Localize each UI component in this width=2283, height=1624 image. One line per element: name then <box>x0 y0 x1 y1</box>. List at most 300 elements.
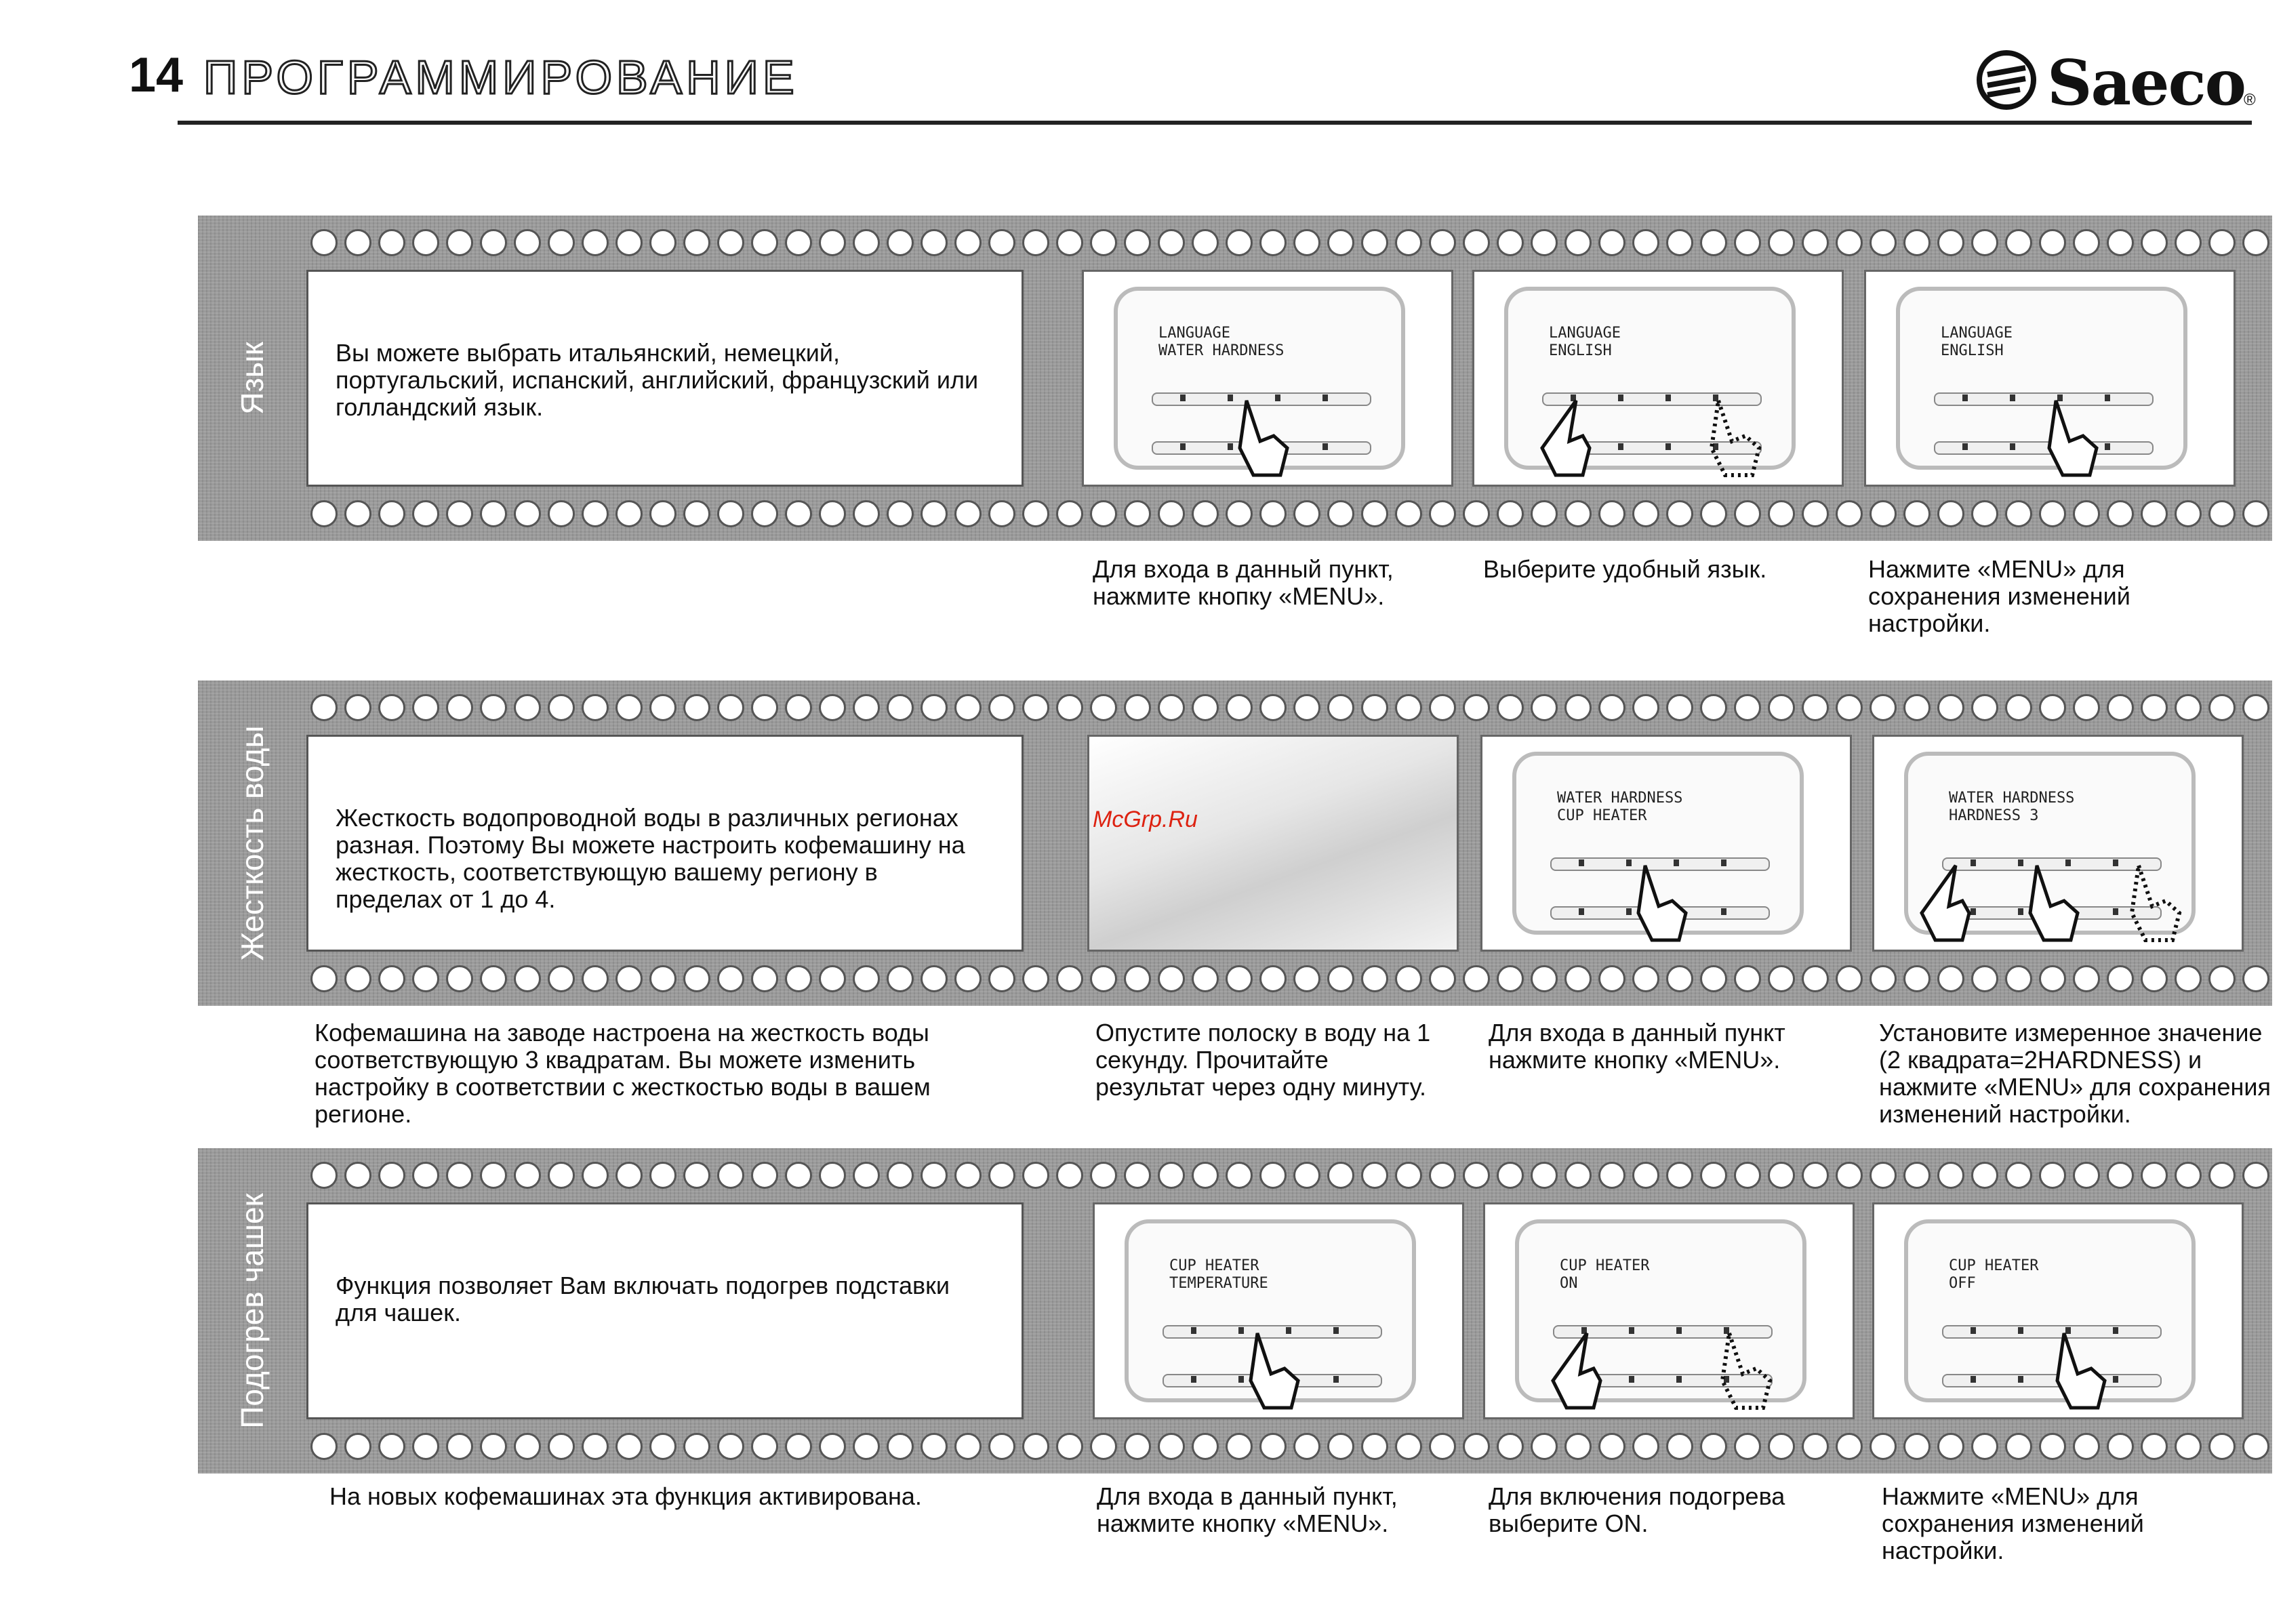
film-hole <box>2073 965 2100 992</box>
film-hole <box>1937 694 1964 721</box>
film-holes-bottom <box>306 495 2272 533</box>
film-hole <box>1937 500 1964 527</box>
film-hole <box>2039 694 2066 721</box>
film-hole <box>1903 1433 1931 1460</box>
film-hole <box>1666 500 1693 527</box>
film-hole <box>988 965 1015 992</box>
film-hole <box>1768 965 1795 992</box>
film-hole <box>1870 1433 1897 1460</box>
film-hole <box>514 1162 541 1189</box>
film-hole <box>1870 965 1897 992</box>
film-hole <box>1327 500 1354 527</box>
film-hole <box>887 229 914 256</box>
film-hole <box>615 1162 643 1189</box>
film-hole <box>1327 1433 1354 1460</box>
film-hole <box>2039 1162 2066 1189</box>
film-hole <box>615 1433 643 1460</box>
lcd-display: LANGUAGE WATER HARDNESS <box>1158 325 1285 359</box>
film-hole <box>446 1162 473 1189</box>
film-hole <box>1531 1162 1558 1189</box>
film-hole <box>1395 500 1422 527</box>
film-hole <box>853 1162 880 1189</box>
film-hole <box>1971 1162 1998 1189</box>
film-hole <box>2242 694 2269 721</box>
watermark: McGrp.Ru <box>1093 807 1198 832</box>
film-hole <box>2175 1433 2202 1460</box>
film-hole <box>1463 1433 1490 1460</box>
panel-button-dot <box>2010 443 2015 450</box>
film-hole <box>1259 229 1287 256</box>
film-hole <box>717 500 744 527</box>
film-hole <box>582 500 609 527</box>
film-hole <box>1971 1433 1998 1460</box>
film-hole <box>988 500 1015 527</box>
film-hole <box>1564 500 1592 527</box>
film-hole <box>751 1433 778 1460</box>
film-hole <box>310 500 338 527</box>
control-panel <box>1904 1219 2196 1402</box>
film-hole <box>1293 965 1320 992</box>
film-hole <box>1497 229 1524 256</box>
film-hole <box>514 229 541 256</box>
step-caption: Выберите удобный язык. <box>1483 555 1767 583</box>
film-hole <box>1870 500 1897 527</box>
step-frame <box>1872 1202 2244 1419</box>
step-caption: Для входа в данный пункт, нажмите кнопку «MENU». <box>1097 1482 1398 1537</box>
section-description: Вы можете выбрать итальянский, немецкий, португальский, испанский, английский, французский или голландский язык. <box>306 270 1024 487</box>
control-panel <box>1896 287 2187 470</box>
section-language <box>198 216 2272 541</box>
film-hole <box>1903 229 1931 256</box>
film-hole <box>717 965 744 992</box>
film-hole <box>988 694 1015 721</box>
film-hole <box>1836 229 1863 256</box>
film-hole <box>1564 1162 1592 1189</box>
film-hole <box>1293 1433 1320 1460</box>
film-hole <box>921 229 948 256</box>
film-hole <box>683 500 710 527</box>
page-title: ПРОГРАММИРОВАНИЕ <box>203 51 799 104</box>
film-hole <box>1158 229 1185 256</box>
film-hole <box>1564 229 1592 256</box>
panel-button-dot <box>1971 1376 1976 1383</box>
film-hole <box>921 500 948 527</box>
page-number: 14 <box>129 48 184 102</box>
film-hole <box>1666 1433 1693 1460</box>
logo-wordmark: Saeco <box>2047 46 2245 119</box>
film-hole <box>1802 500 1829 527</box>
film-hole <box>2005 500 2032 527</box>
film-hole <box>921 1162 948 1189</box>
film-hole <box>2005 965 2032 992</box>
film-hole <box>1802 694 1829 721</box>
film-hole <box>1259 1162 1287 1189</box>
film-hole <box>1192 694 1219 721</box>
film-hole <box>1090 500 1117 527</box>
film-hole <box>1361 1433 1388 1460</box>
film-hole <box>2208 1162 2236 1189</box>
film-hole <box>1700 1162 1727 1189</box>
panel-button-dot <box>1962 443 1968 450</box>
film-hole <box>1022 1162 1049 1189</box>
film-hole <box>514 1433 541 1460</box>
film-hole <box>378 1162 405 1189</box>
film-hole <box>1259 500 1287 527</box>
film-hole <box>548 965 575 992</box>
film-hole <box>1734 965 1761 992</box>
film-hole <box>1836 694 1863 721</box>
film-hole <box>1429 229 1456 256</box>
lcd-display: CUP HEATER TEMPERATURE <box>1169 1257 1268 1292</box>
film-hole <box>1327 965 1354 992</box>
film-hole <box>2039 500 2066 527</box>
film-hole <box>1734 500 1761 527</box>
film-hole <box>1124 500 1151 527</box>
film-hole <box>1090 965 1117 992</box>
film-hole <box>853 965 880 992</box>
film-hole <box>412 229 439 256</box>
film-hole <box>785 1162 812 1189</box>
film-hole <box>785 1433 812 1460</box>
panel-button-dot <box>1579 908 1584 915</box>
film-hole <box>480 500 507 527</box>
film-hole <box>751 500 778 527</box>
film-hole <box>1158 500 1185 527</box>
film-hole <box>615 694 643 721</box>
dotted-hand-icon <box>2125 859 2186 947</box>
dotted-hand-icon <box>1705 394 1766 482</box>
film-hole <box>548 229 575 256</box>
film-hole <box>1700 500 1727 527</box>
film-hole <box>1124 1162 1151 1189</box>
film-hole <box>310 229 338 256</box>
film-hole <box>412 1162 439 1189</box>
step-caption: Для включения подогрева выберите ON. <box>1489 1482 1785 1537</box>
film-hole <box>717 229 744 256</box>
pointing-hand-icon <box>1233 394 1294 482</box>
film-hole <box>1903 694 1931 721</box>
film-hole <box>378 694 405 721</box>
film-hole <box>344 500 371 527</box>
film-hole <box>1564 694 1592 721</box>
film-hole <box>2208 500 2236 527</box>
film-hole <box>1768 500 1795 527</box>
pointing-hand-icon <box>1535 394 1596 482</box>
film-hole <box>2005 1162 2032 1189</box>
film-hole <box>649 694 676 721</box>
section-note: Кофемашина на заводе настроена на жесткость воды соответствующую 3 квадратам. Вы можете изменить настройку в соответствии с жесткостью воды в вашем регионе. <box>315 1019 931 1128</box>
film-hole <box>683 694 710 721</box>
film-hole <box>1971 500 1998 527</box>
film-hole <box>1734 1162 1761 1189</box>
film-hole <box>683 1162 710 1189</box>
film-hole <box>1124 965 1151 992</box>
film-hole <box>717 1162 744 1189</box>
section-description: Жесткость водопроводной воды в различных регионах разная. Поэтому Вы можете настроить кофемашину на жесткость, соответствующую вашему региону в пределах от 1 до 4. <box>306 735 1024 952</box>
film-hole <box>1361 229 1388 256</box>
film-hole <box>2175 500 2202 527</box>
film-hole <box>751 694 778 721</box>
film-hole <box>1259 694 1287 721</box>
film-hole <box>853 1433 880 1460</box>
film-hole <box>446 965 473 992</box>
step-caption: Опустите полоску в воду на 1 секунду. Прочитайте результат через одну минуту. <box>1095 1019 1431 1101</box>
film-hole <box>1022 229 1049 256</box>
film-hole <box>1632 965 1659 992</box>
step-frame <box>1472 270 1844 487</box>
film-hole <box>2141 229 2168 256</box>
step-frame <box>1082 270 1453 487</box>
film-hole <box>514 500 541 527</box>
film-hole <box>1226 694 1253 721</box>
film-hole <box>1395 694 1422 721</box>
pointing-hand-icon <box>2050 1326 2112 1415</box>
section-label: Жесткость воды <box>235 725 270 961</box>
film-hole <box>378 229 405 256</box>
film-hole <box>1226 1433 1253 1460</box>
film-hole <box>1598 1433 1625 1460</box>
film-hole <box>1564 1433 1592 1460</box>
film-hole <box>785 694 812 721</box>
film-hole <box>2005 229 2032 256</box>
film-hole <box>446 229 473 256</box>
film-hole <box>1090 229 1117 256</box>
film-hole <box>1293 1162 1320 1189</box>
film-hole <box>412 500 439 527</box>
panel-button-dot <box>1579 859 1584 866</box>
film-hole <box>1226 500 1253 527</box>
film-hole <box>1497 965 1524 992</box>
film-hole <box>1395 965 1422 992</box>
film-hole <box>310 965 338 992</box>
film-hole <box>2208 965 2236 992</box>
film-hole <box>1836 1162 1863 1189</box>
panel-button-dot <box>1721 908 1726 915</box>
film-hole <box>1158 1162 1185 1189</box>
film-hole <box>1531 1433 1558 1460</box>
film-hole <box>1090 1162 1117 1189</box>
film-hole <box>1598 229 1625 256</box>
film-hole <box>751 1162 778 1189</box>
step-caption: Установите измеренное значение (2 квадрата=2HARDNESS) и нажмите «MENU» для сохранения изменений настройки. <box>1879 1019 2271 1128</box>
film-hole <box>310 1433 338 1460</box>
film-hole <box>1531 229 1558 256</box>
film-hole <box>1293 500 1320 527</box>
step-frame <box>1087 735 1459 952</box>
film-hole <box>683 965 710 992</box>
panel-button-dot <box>1180 443 1186 450</box>
film-hole <box>1734 1433 1761 1460</box>
panel-button-dot <box>1238 1327 1244 1334</box>
pointing-hand-icon <box>1632 859 1693 947</box>
film-holes-top <box>306 689 2272 727</box>
film-hole <box>1463 694 1490 721</box>
film-hole <box>2107 229 2134 256</box>
film-hole <box>378 1433 405 1460</box>
pointing-hand-icon <box>1244 1326 1305 1415</box>
film-hole <box>1870 1162 1897 1189</box>
film-hole <box>954 1433 982 1460</box>
film-hole <box>344 1433 371 1460</box>
panel-button-dot <box>2018 908 2023 915</box>
film-hole <box>1124 694 1151 721</box>
film-hole <box>2141 500 2168 527</box>
film-hole <box>2073 500 2100 527</box>
film-hole <box>1598 500 1625 527</box>
film-hole <box>2107 965 2134 992</box>
film-hole <box>2073 229 2100 256</box>
film-hole <box>1463 229 1490 256</box>
film-hole <box>717 1433 744 1460</box>
film-hole <box>1937 1433 1964 1460</box>
film-hole <box>378 500 405 527</box>
film-hole <box>1090 1433 1117 1460</box>
film-hole <box>887 965 914 992</box>
section-note: На новых кофемашинах эта функция активирована. <box>329 1482 922 1510</box>
film-hole <box>548 1162 575 1189</box>
panel-button-dot <box>1676 1376 1682 1383</box>
film-hole <box>1124 1433 1151 1460</box>
film-hole <box>887 694 914 721</box>
film-hole <box>1395 229 1422 256</box>
film-hole <box>1327 1162 1354 1189</box>
film-hole <box>1598 1162 1625 1189</box>
film-hole <box>548 694 575 721</box>
panel-button-dot <box>1665 394 1671 401</box>
film-hole <box>2107 694 2134 721</box>
film-hole <box>1022 965 1049 992</box>
panel-button-dot <box>1962 394 1968 401</box>
film-hole <box>582 1433 609 1460</box>
step-frame <box>1480 735 1852 952</box>
panel-button-dot <box>2018 1376 2023 1383</box>
film-hole <box>2175 694 2202 721</box>
film-hole <box>819 1162 846 1189</box>
saeco-logo <box>1973 46 2257 119</box>
film-hole <box>819 500 846 527</box>
film-hole <box>378 965 405 992</box>
dotted-hand-icon <box>1716 1326 1777 1415</box>
film-hole <box>2242 229 2269 256</box>
step-frame <box>1872 735 2244 952</box>
film-hole <box>548 500 575 527</box>
film-hole <box>988 1433 1015 1460</box>
film-hole <box>683 229 710 256</box>
film-hole <box>649 1162 676 1189</box>
film-hole <box>1768 1162 1795 1189</box>
panel-button-dot <box>2113 908 2118 915</box>
film-hole <box>1056 500 1083 527</box>
film-hole <box>1666 229 1693 256</box>
film-hole <box>785 500 812 527</box>
step-caption: Нажмите «MENU» для сохранения изменений настройки. <box>1868 555 2130 637</box>
film-hole <box>785 229 812 256</box>
panel-button-dot <box>1333 1376 1339 1383</box>
film-hole <box>819 694 846 721</box>
film-hole <box>1429 694 1456 721</box>
film-hole <box>1463 500 1490 527</box>
film-hole <box>1259 1433 1287 1460</box>
film-hole <box>1497 694 1524 721</box>
panel-button-dot <box>1238 1376 1244 1383</box>
film-hole <box>1971 965 1998 992</box>
film-hole <box>2107 500 2134 527</box>
film-hole <box>1870 229 1897 256</box>
panel-button-dot <box>1629 1376 1634 1383</box>
film-hole <box>514 694 541 721</box>
film-hole <box>615 229 643 256</box>
lcd-display: LANGUAGE ENGLISH <box>1549 325 1621 359</box>
film-hole <box>819 1433 846 1460</box>
panel-button-dot <box>1333 1327 1339 1334</box>
film-hole <box>954 500 982 527</box>
film-hole <box>1903 1162 1931 1189</box>
film-hole <box>2107 1433 2134 1460</box>
film-hole <box>582 1162 609 1189</box>
film-hole <box>582 965 609 992</box>
panel-button-dot <box>1322 443 1328 450</box>
lcd-display: CUP HEATER OFF <box>1949 1257 2039 1292</box>
film-hole <box>988 1162 1015 1189</box>
film-hole <box>1768 1433 1795 1460</box>
film-hole <box>2242 1433 2269 1460</box>
film-hole <box>1022 500 1049 527</box>
film-hole <box>954 694 982 721</box>
film-hole <box>1192 1433 1219 1460</box>
film-hole <box>1158 1433 1185 1460</box>
step-caption: Нажмите «MENU» для сохранения изменений настройки. <box>1882 1482 2144 1564</box>
film-hole <box>1192 1162 1219 1189</box>
film-hole <box>1632 694 1659 721</box>
section-label: Язык <box>235 342 270 415</box>
film-hole <box>2141 694 2168 721</box>
saeco-emblem-icon <box>1973 46 2040 114</box>
film-hole <box>1666 965 1693 992</box>
film-hole <box>310 1162 338 1189</box>
panel-button-dot <box>1228 443 1233 450</box>
film-hole <box>887 1433 914 1460</box>
film-hole <box>412 1433 439 1460</box>
film-hole <box>1531 694 1558 721</box>
section-cup-heater <box>198 1148 2272 1474</box>
film-hole <box>480 1433 507 1460</box>
panel-button-dot <box>1676 1327 1682 1334</box>
film-hole <box>1463 965 1490 992</box>
panel-button-dot <box>1322 394 1328 401</box>
film-hole <box>1056 1433 1083 1460</box>
panel-button-dot <box>2010 394 2015 401</box>
film-hole <box>887 1162 914 1189</box>
film-hole <box>1700 1433 1727 1460</box>
film-hole <box>1802 229 1829 256</box>
step-frame <box>1483 1202 1855 1419</box>
registered-mark: ® <box>2244 91 2256 109</box>
film-holes-top <box>306 1156 2272 1194</box>
film-hole <box>1226 965 1253 992</box>
film-hole <box>480 229 507 256</box>
film-hole <box>344 229 371 256</box>
film-hole <box>1429 500 1456 527</box>
panel-button-dot <box>1191 1376 1196 1383</box>
film-hole <box>1971 694 1998 721</box>
panel-button-dot <box>1228 394 1233 401</box>
film-hole <box>2141 965 2168 992</box>
film-hole <box>1090 694 1117 721</box>
film-hole <box>1632 1162 1659 1189</box>
film-hole <box>1971 229 1998 256</box>
film-hole <box>1327 229 1354 256</box>
step-caption: Для входа в данный пункт, нажмите кнопку «MENU». <box>1093 555 1394 610</box>
